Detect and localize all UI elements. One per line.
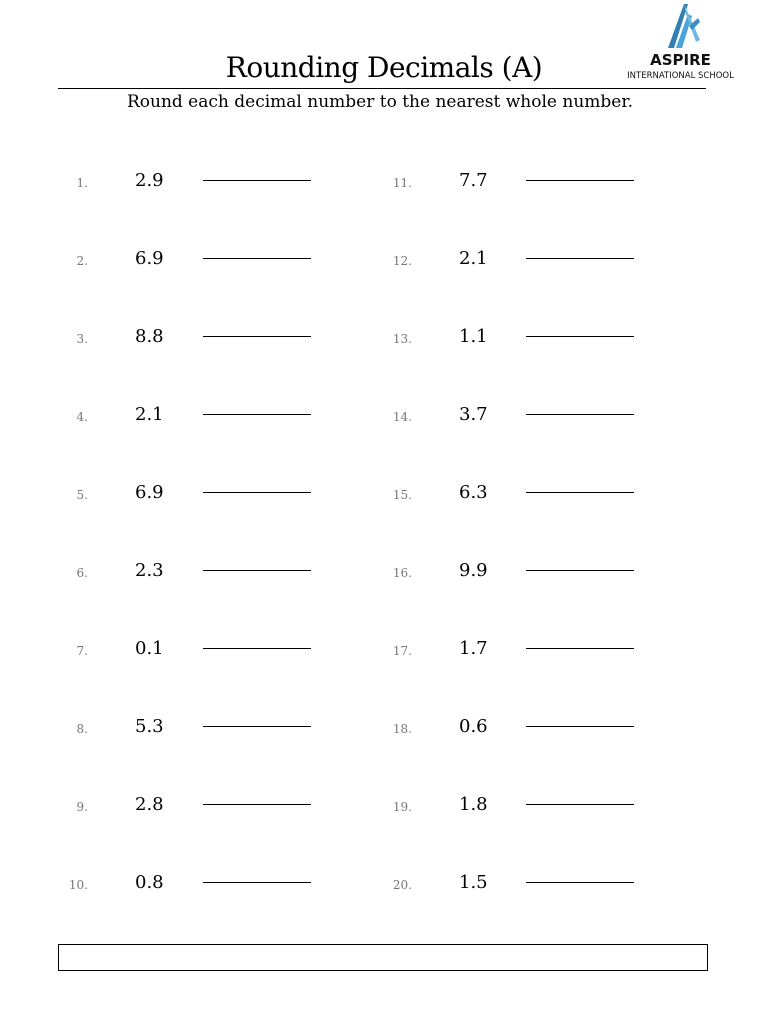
answer-blank[interactable]	[203, 804, 311, 805]
problem-item	[56, 870, 316, 900]
problem-item	[56, 168, 316, 198]
answer-blank[interactable]	[526, 882, 634, 883]
logo-name: ASPIRE	[650, 51, 711, 69]
answer-blank[interactable]	[203, 336, 311, 337]
answer-blank[interactable]	[203, 882, 311, 883]
problem-number: 10.	[68, 878, 88, 892]
problem-item	[380, 324, 640, 354]
problem-value: 5.3	[135, 716, 164, 737]
problem-number: 2.	[76, 254, 88, 268]
problem-number: 11.	[392, 176, 412, 190]
problem-number: 19.	[392, 800, 412, 814]
footer-box	[58, 944, 708, 971]
problem-number: 16.	[392, 566, 412, 580]
problem-value: 1.5	[459, 872, 488, 893]
problem-value: 6.9	[135, 248, 164, 269]
problem-item	[56, 324, 316, 354]
instructions: Round each decimal number to the nearest whole number.	[126, 92, 634, 112]
problem-number: 14.	[392, 410, 412, 424]
problem-item	[380, 168, 640, 198]
answer-blank[interactable]	[203, 492, 311, 493]
problem-number: 6.	[76, 566, 88, 580]
answer-blank[interactable]	[526, 180, 634, 181]
problem-number: 17.	[392, 644, 412, 658]
problem-number: 3.	[76, 332, 88, 346]
answer-blank[interactable]	[526, 570, 634, 571]
answer-blank[interactable]	[203, 414, 311, 415]
answer-blank[interactable]	[526, 804, 634, 805]
problem-value: 2.9	[135, 170, 164, 191]
problem-value: 2.1	[135, 404, 164, 425]
logo-subtitle: INTERNATIONAL SCHOOL	[627, 71, 734, 81]
problem-number: 5.	[76, 488, 88, 502]
problem-number: 15.	[392, 488, 412, 502]
problem-value: 1.8	[459, 794, 488, 815]
problem-value: 7.7	[459, 170, 488, 191]
problem-item	[380, 792, 640, 822]
problem-number: 13.	[392, 332, 412, 346]
problem-item	[56, 246, 316, 276]
problem-number: 8.	[76, 722, 88, 736]
problem-number: 4.	[76, 410, 88, 424]
problem-value: 2.3	[135, 560, 164, 581]
school-logo	[622, 0, 742, 86]
problem-value: 3.7	[459, 404, 488, 425]
problem-value: 1.1	[459, 326, 488, 347]
problem-number: 20.	[392, 878, 412, 892]
problem-item	[380, 558, 640, 588]
answer-blank[interactable]	[203, 726, 311, 727]
problem-item	[56, 480, 316, 510]
problem-value: 2.1	[459, 248, 488, 269]
answer-blank[interactable]	[526, 414, 634, 415]
problem-value: 8.8	[135, 326, 164, 347]
problem-value: 0.1	[135, 638, 164, 659]
answer-blank[interactable]	[203, 570, 311, 571]
problem-value: 0.6	[459, 716, 488, 737]
problem-value: 1.7	[459, 638, 488, 659]
problem-item	[380, 246, 640, 276]
problem-item	[56, 792, 316, 822]
answer-blank[interactable]	[526, 336, 634, 337]
problem-number: 12.	[392, 254, 412, 268]
problem-item	[56, 402, 316, 432]
answer-blank[interactable]	[526, 258, 634, 259]
problem-item	[56, 714, 316, 744]
problem-number: 7.	[76, 644, 88, 658]
answer-blank[interactable]	[203, 258, 311, 259]
problem-item	[380, 714, 640, 744]
problem-value: 6.9	[135, 482, 164, 503]
problem-item	[380, 870, 640, 900]
aspire-logo-icon	[662, 0, 702, 50]
answer-blank[interactable]	[526, 726, 634, 727]
problem-number: 9.	[76, 800, 88, 814]
problem-item	[56, 558, 316, 588]
problem-item	[380, 636, 640, 666]
problem-value: 0.8	[135, 872, 164, 893]
problem-value: 2.8	[135, 794, 164, 815]
problem-item	[380, 402, 640, 432]
answer-blank[interactable]	[526, 492, 634, 493]
problem-item	[56, 636, 316, 666]
answer-blank[interactable]	[203, 180, 311, 181]
problem-value: 9.9	[459, 560, 488, 581]
problem-value: 6.3	[459, 482, 488, 503]
problem-item	[380, 480, 640, 510]
problem-number: 18.	[392, 722, 412, 736]
title-divider	[58, 88, 706, 89]
answer-blank[interactable]	[526, 648, 634, 649]
problem-number: 1.	[76, 176, 88, 190]
worksheet-title: Rounding Decimals (A)	[225, 51, 543, 84]
answer-blank[interactable]	[203, 648, 311, 649]
